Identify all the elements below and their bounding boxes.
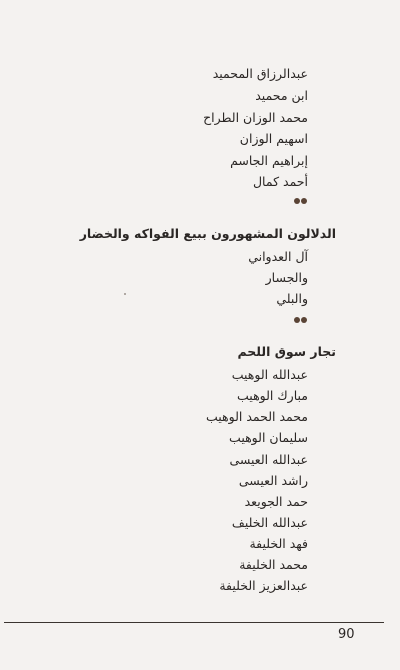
list-item: عبدالعزيز الخليفة: [219, 578, 308, 593]
list-item: عبدالله الخليف: [231, 515, 308, 530]
list-item: إبراهيم الجاسم: [230, 153, 308, 168]
ornament-dot: [294, 317, 300, 323]
paper-speck: [124, 293, 126, 295]
section-3-heading: تجار سوق اللحم: [237, 344, 336, 359]
list-item: سليمان الوهيب: [229, 430, 308, 445]
list-item: محمد الوزان الطراح: [203, 110, 308, 125]
list-item: عبدالرزاق المحميد: [212, 66, 308, 81]
list-item: محمد الخليفة: [239, 557, 308, 572]
section-separator-ornament: [294, 198, 310, 206]
list-item: مبارك الوهيب: [237, 388, 308, 403]
page-number: 90: [338, 627, 355, 642]
list-item: محمد الحمد الوهيب: [205, 409, 308, 424]
list-item: والبلي: [276, 291, 308, 306]
list-item: فهد الخليفة: [249, 536, 308, 551]
ornament-dot: [301, 198, 307, 204]
list-item: حمد الجويعد: [244, 494, 308, 509]
list-item: آل العدواني: [248, 249, 308, 264]
section-separator-ornament: [294, 317, 310, 325]
list-item: عبدالله العيسى: [229, 452, 308, 467]
section-2-heading: الدلالون المشهورون ببيع الفواكه والخضار: [79, 226, 336, 241]
footer-rule: [4, 622, 384, 623]
list-item: عبدالله الوهيب: [231, 367, 308, 382]
list-item: ابن محميد: [255, 88, 308, 103]
list-item: والجسار: [265, 270, 308, 285]
list-item: اسهيم الوزان: [239, 131, 308, 146]
list-item: أحمد كمال: [252, 174, 308, 189]
ornament-dot: [294, 198, 300, 204]
list-item: راشد العيسى: [238, 473, 308, 488]
ornament-dot: [301, 317, 307, 323]
